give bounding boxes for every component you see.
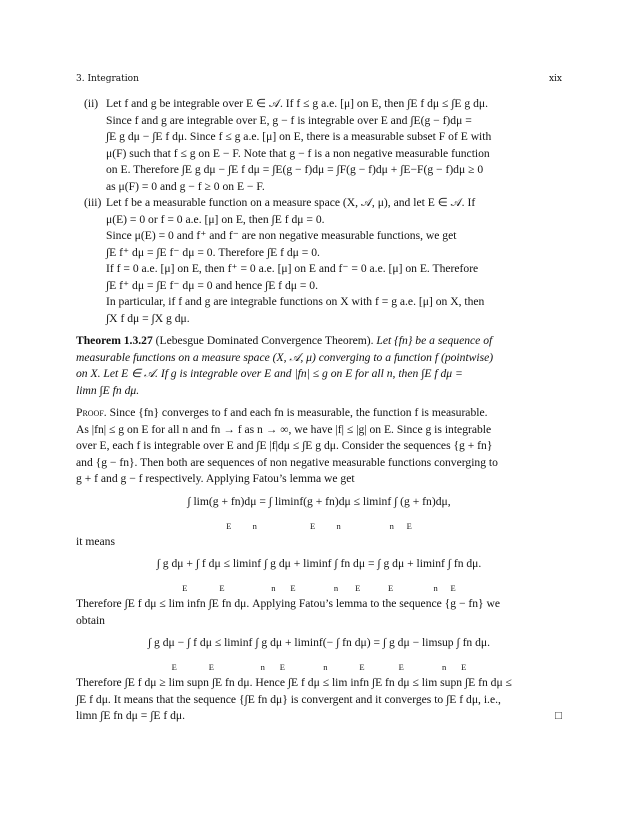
page-number: xix	[548, 74, 562, 84]
theorem-line: limn ∫E fn dμ.	[76, 383, 140, 397]
text-line: g + f and g − f respectively. Applying Fatou’s lemma we get	[76, 472, 355, 485]
equation-2	[76, 550, 562, 596]
text-line-last	[76, 708, 562, 725]
equation-1	[76, 488, 562, 534]
theorem-line: on X. Let E ∈ 𝒜. If g is integrable over E and |fn| ≤ g on E for all n, then ∫E f dμ =	[76, 367, 463, 380]
theorem-first-line	[76, 333, 562, 350]
proof-first-line	[76, 405, 562, 422]
text-line: Therefore ∫E f dμ ≥ lim supn ∫E fn dμ. Hence ∫E f dμ ≤ lim infn ∫E fn dμ ≤ lim supn ∫E fn dμ ≤	[76, 676, 512, 689]
equation-subscripts: E E n E n E E n E	[182, 583, 456, 593]
text-line: Therefore ∫E f dμ ≤ lim infn ∫E fn dμ. Applying Fatou’s lemma to the sequence {g − fn} we	[76, 597, 501, 610]
theorem	[76, 333, 562, 399]
list-item	[76, 195, 562, 327]
text-line: Let f be a measurable function on a measure space (X, 𝒜, μ), and let E ∈ 𝒜. If	[106, 196, 476, 209]
list-item	[76, 96, 562, 195]
text-line: it means	[76, 534, 115, 548]
equation-subscripts: E n E n n E	[226, 520, 412, 531]
text-line: As |fn| ≤ g on E for all n and fn → f as n → ∞, we have |f| ≤ |g| on E. Since g is integrable	[76, 422, 492, 436]
item-number: (ii)	[84, 97, 99, 110]
text-line: and {g − fn}. Then both are sequences of non negative measurable functions converging to	[76, 455, 498, 469]
text-line: ∫E g dμ − ∫E f dμ. Since f ≤ g a.e. [μ] on E, there is a measurable subset F of E with	[106, 130, 492, 143]
text-line: obtain	[76, 613, 105, 627]
text-line: as μ(F) = 0 and g − f ≥ 0 on E − F.	[106, 179, 265, 193]
text-line: Let f and g be integrable over E ∈ 𝒜. If f ≤ g a.e. [μ] on E, then ∫E f dμ ≤ ∫E g dμ.	[106, 97, 489, 110]
theorem-line: measurable functions on a measure space (X, 𝒜, μ) converging to a function f (pointwise)	[76, 350, 494, 364]
text-line: over E, each f is integrable over E and ∫E |f|dμ ≤ ∫E g dμ. Consider the sequences {g + fn}	[76, 439, 493, 452]
text-line: In particular, if f and g are integrable functions on X with f = g a.e. [μ] on X, then	[106, 295, 485, 308]
text-line: ∫E f dμ. It means that the sequence {∫E fn dμ} is convergent and it converges to ∫E f dμ, i.e.,	[76, 692, 501, 706]
equation-3	[76, 629, 562, 675]
text-line: ∫E f⁺ dμ = ∫E f⁻ dμ = 0 and hence ∫E f dμ = 0.	[106, 278, 318, 292]
theorem-label: Theorem 1.3.27	[76, 334, 153, 347]
proof-label: Proof.	[76, 406, 107, 419]
theorem-name: (Lebesgue Dominated Convergence Theorem).	[155, 334, 374, 347]
text-line: ∫E f⁺ dμ = ∫E f⁻ dμ = 0. Therefore ∫E f dμ = 0.	[106, 245, 320, 259]
text-line: Since f and g are integrable over E, g − f is integrable over E and ∫E(g − f)dμ =	[106, 113, 472, 127]
chapter-title: 3. Integration	[76, 74, 139, 84]
equation-body: ∫ g dμ − ∫ f dμ ≤ liminf ∫ g dμ + liminf(− ∫ fn dμ) = ∫ g dμ − limsup ∫ fn dμ.	[147, 636, 491, 649]
page-body	[76, 96, 562, 725]
text-line: on E. Therefore ∫E g dμ − ∫E f dμ = ∫E(g − f)dμ = ∫F(g − f)dμ + ∫E−F(g − f)dμ ≥ 0	[106, 163, 484, 176]
proof	[76, 405, 562, 725]
text-line: Since μ(E) = 0 and f⁺ and f⁻ are non negative measurable functions, we get	[106, 229, 457, 242]
running-header	[76, 74, 562, 88]
text-line: limn ∫E fn dμ = ∫E f dμ.	[76, 709, 186, 722]
text-line: ∫X f dμ = ∫X g dμ.	[106, 311, 190, 325]
equation-body: ∫ lim(g + fn)dμ = ∫ liminf(g + fn)dμ ≤ liminf ∫ (g + fn)dμ,	[187, 494, 451, 508]
text-line: μ(F) such that f ≤ g on E − F. Note that g − f is a non negative measurable function	[106, 146, 490, 160]
text-line: If f = 0 a.e. [μ] on E, then f⁺ = 0 a.e. [μ] on E and f⁻ = 0 a.e. [μ] on E. Therefore	[106, 262, 479, 275]
theorem-statement: Let {fn} be a sequence of	[376, 334, 493, 347]
proof-text: Since {fn} converges to f and each fn is measurable, the function f is measurable.	[109, 406, 488, 419]
equation-subscripts: E E n E n E E n E	[171, 662, 467, 672]
qed-symbol: □	[554, 709, 562, 722]
text-line: μ(E) = 0 or f = 0 a.e. [μ] on E, then ∫E f dμ = 0.	[106, 212, 325, 226]
item-number: (iii)	[84, 196, 102, 209]
equation-body: ∫ g dμ + ∫ f dμ ≤ liminf ∫ g dμ + liminf ∫ fn dμ = ∫ g dμ + liminf ∫ fn dμ.	[156, 557, 482, 570]
